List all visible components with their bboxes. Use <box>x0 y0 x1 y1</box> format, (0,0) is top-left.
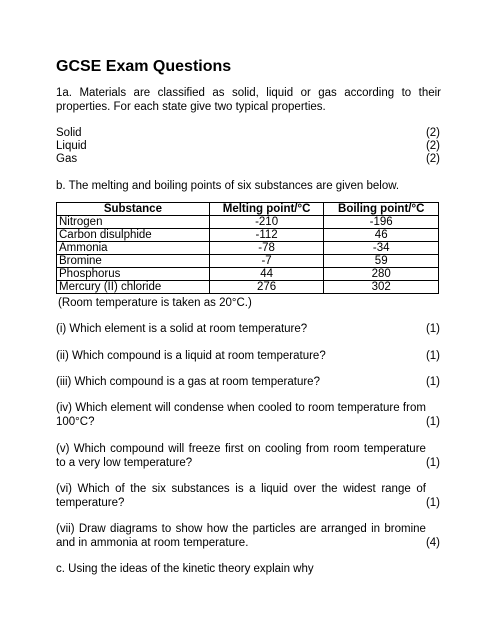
table-cell: -210 <box>209 216 324 229</box>
marks: (4) <box>425 537 440 549</box>
state-label: Solid <box>56 127 82 139</box>
marks: (1) <box>425 350 440 362</box>
room-temperature-note: (Room temperature is taken as 20°C.) <box>58 297 252 309</box>
question-text: (iii) Which compound is a gas at room temperature? <box>56 376 320 388</box>
marks: (2) <box>425 153 440 165</box>
page-title: GCSE Exam Questions <box>56 58 232 75</box>
marks: (2) <box>425 127 440 139</box>
question-1b-text: b. The melting and boiling points of six substances are given below. <box>56 180 400 192</box>
question-iii <box>56 375 440 389</box>
question-1c-text: c. Using the ideas of the kinetic theory explain why <box>56 563 314 575</box>
table-row <box>57 242 439 255</box>
state-item-solid <box>56 126 440 140</box>
state-item-liquid <box>56 139 440 153</box>
column-header: Substance <box>57 203 210 216</box>
table-cell: Ammonia <box>57 242 210 255</box>
question-ii <box>56 349 440 363</box>
question-v <box>56 442 440 470</box>
table-cell: 44 <box>209 268 324 281</box>
marks: (2) <box>425 140 440 152</box>
question-text: (ii) Which compound is a liquid at room temperature? <box>56 350 326 362</box>
question-i <box>56 322 440 336</box>
column-header: Boiling point/°C <box>324 203 439 216</box>
marks: (1) <box>425 457 440 469</box>
table-cell: 46 <box>324 229 439 242</box>
question-text: (iv) Which element will condense when cooled to room temperature from 100°C? <box>56 402 426 428</box>
table-row <box>57 281 439 294</box>
table-cell: Nitrogen <box>57 216 210 229</box>
table-row <box>57 268 439 281</box>
question-1a-text: 1a. Materials are classified as solid, liquid or gas according to their properties. For each state give two typical properties. <box>56 87 441 113</box>
table-cell: Bromine <box>57 255 210 268</box>
question-text: (v) Which compound will freeze first on cooling from room temperature to a very low temperature? <box>56 443 426 469</box>
table-row <box>57 216 439 229</box>
marks: (1) <box>425 376 440 388</box>
state-label: Gas <box>56 153 78 165</box>
table-cell: 59 <box>324 255 439 268</box>
marks: (1) <box>425 323 440 335</box>
question-text: (i) Which element is a solid at room temperature? <box>56 323 308 335</box>
state-label: Liquid <box>56 140 87 152</box>
table-header-row <box>57 203 439 216</box>
table-row <box>57 229 439 242</box>
marks: (1) <box>425 497 440 509</box>
table-cell: -196 <box>324 216 439 229</box>
table-cell: -112 <box>209 229 324 242</box>
state-item-gas <box>56 152 440 166</box>
table-cell: -78 <box>209 242 324 255</box>
column-header: Melting point/°C <box>209 203 324 216</box>
table-cell: 280 <box>324 268 439 281</box>
table-cell: Phosphorus <box>57 268 210 281</box>
table-row <box>57 255 439 268</box>
substances-table <box>56 202 439 294</box>
table-cell: Mercury (II) chloride <box>57 281 210 294</box>
table-cell: -34 <box>324 242 439 255</box>
marks: (1) <box>425 416 440 428</box>
question-vii <box>56 522 440 550</box>
question-text: (vi) Which of the six substances is a liquid over the widest range of temperature? <box>56 483 426 509</box>
question-text: (vii) Draw diagrams to show how the particles are arranged in bromine and in ammonia at room temperature. <box>56 523 426 549</box>
question-vi <box>56 482 440 510</box>
table-cell: Carbon disulphide <box>57 229 210 242</box>
table-cell: 302 <box>324 281 439 294</box>
table-cell: 276 <box>209 281 324 294</box>
table-cell: -7 <box>209 255 324 268</box>
question-iv <box>56 401 440 429</box>
